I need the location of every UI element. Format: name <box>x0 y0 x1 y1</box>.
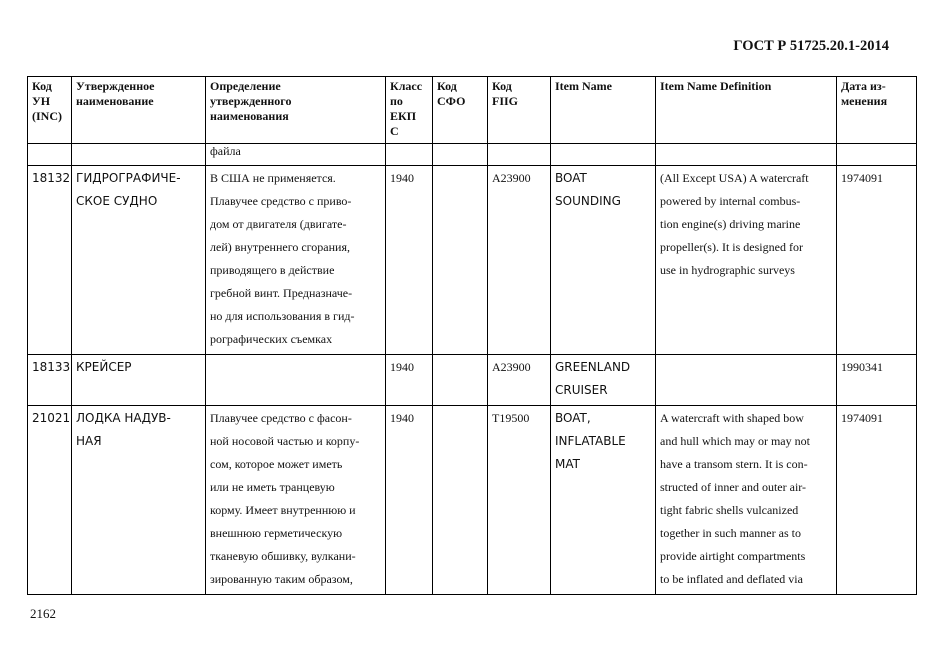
document-code: ГОСТ Р 51725.20.1-2014 <box>733 38 889 54</box>
definition-cell: В США не применяется. Плавучее средство с приво- дом от двигателя (двигате- лей) внутреннего сгорания, приводящего в действие гребной винт. Предназначе- но для использования в гид- рографических съемках <box>206 166 386 355</box>
item-name-cell: GREENLAND CRUISER <box>551 355 656 406</box>
table-row <box>28 166 917 355</box>
class-cell: 1940 <box>386 406 433 595</box>
fiig-cell: A23900 <box>488 166 551 355</box>
class-cell: 1940 <box>386 355 433 406</box>
table-row <box>28 406 917 595</box>
catalog-table <box>27 76 917 595</box>
table-header-row <box>28 77 917 144</box>
page-number: 2162 <box>30 606 56 621</box>
continuation-text: файла <box>206 144 386 166</box>
definition-cell <box>206 355 386 406</box>
table-row <box>28 355 917 406</box>
item-definition-cell: (All Except USA) A watercraft powered by internal combus- tion engine(s) driving marine propeller(s). It is designed for use in hydrographic surveys <box>656 166 837 355</box>
col-header-sfo: Код СФО <box>433 77 488 144</box>
approved-name-cell: ГИДРОГРАФИЧЕ- СКОЕ СУДНО <box>72 166 206 355</box>
item-name-cell: BOAT, INFLATABLE MAT <box>551 406 656 595</box>
definition-cell: Плавучее средство с фасон- ной носовой частью и корпу- сом, которое может иметь или не иметь транцевую корму. Имеет внутреннюю и внешнюю герметическую тканевую обшивку, вулкани- зированную таким образом, <box>206 406 386 595</box>
col-header-fiig: Код FIIG <box>488 77 551 144</box>
item-definition-cell: A watercraft with shaped bow and hull which may or may not have a transom stern. It is con- structed of inner and outer air- tight fabric shells vulcanized together in such manner as to provide airtight compartments to be inflated and deflated via <box>656 406 837 595</box>
change-date-cell: 1990341 <box>837 355 917 406</box>
col-header-inc: Код УН (INC) <box>28 77 72 144</box>
col-header-item-name-definition: Item Name Definition <box>656 77 837 144</box>
change-date-cell: 1974091 <box>837 406 917 595</box>
col-header-definition: Определение утвержденного наименования <box>206 77 386 144</box>
col-header-change-date: Дата из- менения <box>837 77 917 144</box>
change-date-cell: 1974091 <box>837 166 917 355</box>
item-definition-cell <box>656 355 837 406</box>
approved-name-cell: КРЕЙСЕР <box>72 355 206 406</box>
sfo-cell <box>433 406 488 595</box>
fiig-cell: T19500 <box>488 406 551 595</box>
inc-cell: 18133 <box>28 355 72 406</box>
item-name-cell: BOAT SOUNDING <box>551 166 656 355</box>
class-cell: 1940 <box>386 166 433 355</box>
col-header-class: Класс по ЕКП С <box>386 77 433 144</box>
col-header-approved-name: Утвержденное наименование <box>72 77 206 144</box>
inc-cell: 21021 <box>28 406 72 595</box>
approved-name-cell: ЛОДКА НАДУВ- НАЯ <box>72 406 206 595</box>
sfo-cell <box>433 166 488 355</box>
fiig-cell: A23900 <box>488 355 551 406</box>
inc-cell: 18132 <box>28 166 72 355</box>
continuation-row <box>28 144 917 166</box>
sfo-cell <box>433 355 488 406</box>
col-header-item-name: Item Name <box>551 77 656 144</box>
